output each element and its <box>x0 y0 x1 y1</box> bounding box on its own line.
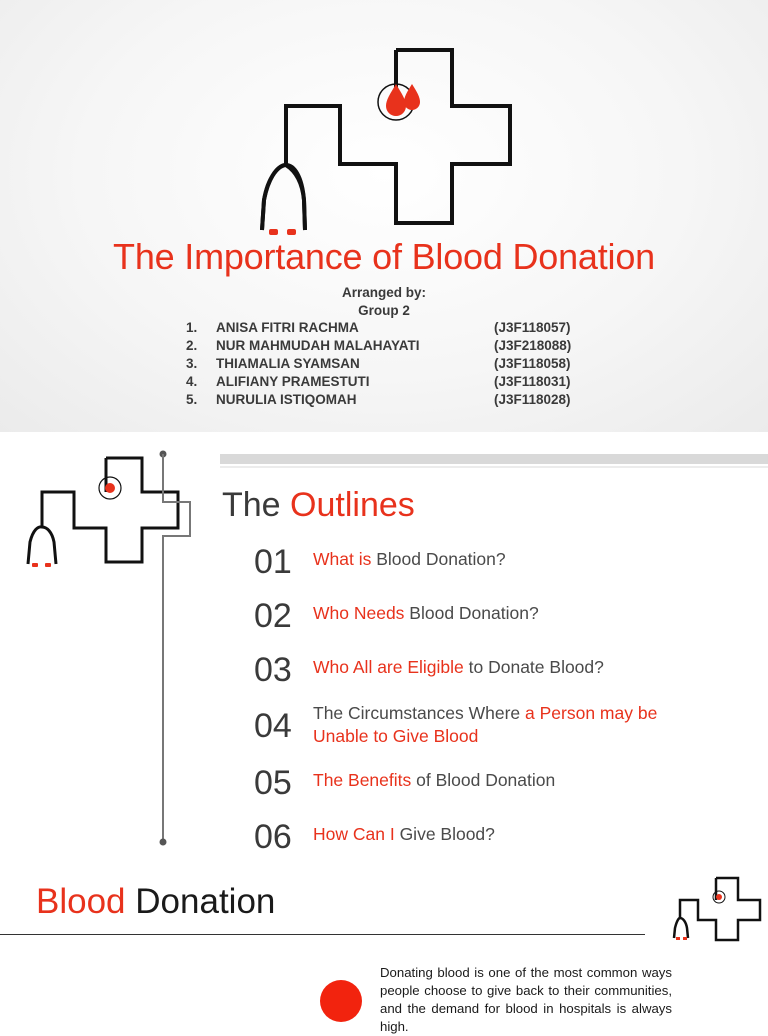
group-label: Group 2 <box>358 303 410 318</box>
section-title: Blood Donation <box>36 882 276 921</box>
medical-cross-stethoscope-icon <box>0 432 210 862</box>
divider <box>0 934 645 935</box>
outline-number: 03 <box>254 651 292 689</box>
blood-donation-slide <box>0 862 768 1034</box>
member-row: 4. ALIFIANY PRAMESTUTI (J3F118031) <box>186 374 571 389</box>
outline-text: How Can I Give Blood? <box>313 824 495 844</box>
intro-paragraph: Donating blood is one of the most common ways people choose to give back to their communities, and the demand for blood in hospitals is always high. <box>380 965 672 1034</box>
outline-number: 04 <box>254 707 292 745</box>
outline-number: 05 <box>254 764 292 802</box>
medical-cross-stethoscope-icon <box>0 0 768 240</box>
member-row: 3. THIAMALIA SYAMSAN (J3F118058) <box>186 356 571 371</box>
decorative-bar-shadow <box>220 466 768 468</box>
outline-number: 01 <box>254 543 292 581</box>
outline-number: 06 <box>254 818 292 856</box>
red-bullet-dot <box>320 980 362 1022</box>
presentation-title: The Importance of Blood Donation <box>113 236 655 277</box>
outlines-slide <box>0 432 768 862</box>
member-row: 2. NUR MAHMUDAH MALAHAYATI (J3F218088) <box>186 338 572 353</box>
outline-text: The Circumstances Where a Person may be Unable to Give Blood <box>313 703 658 746</box>
outlines-title: The Outlines <box>222 486 415 524</box>
title-slide <box>0 0 768 432</box>
arranged-by-label: Arranged by: <box>341 285 426 300</box>
medical-cross-stethoscope-icon <box>668 868 768 948</box>
member-row: 5. NURULIA ISTIQOMAH (J3F118028) <box>186 392 571 407</box>
outline-number: 02 <box>254 597 292 635</box>
decorative-bar <box>220 454 768 464</box>
outline-text: What is Blood Donation? <box>313 549 506 569</box>
outline-text: Who Needs Blood Donation? <box>313 603 539 623</box>
outline-text: Who All are Eligible to Donate Blood? <box>313 657 604 677</box>
member-row: 1. ANISA FITRI RACHMA (J3F118057) <box>186 320 571 335</box>
outline-text: The Benefits of Blood Donation <box>313 770 556 790</box>
